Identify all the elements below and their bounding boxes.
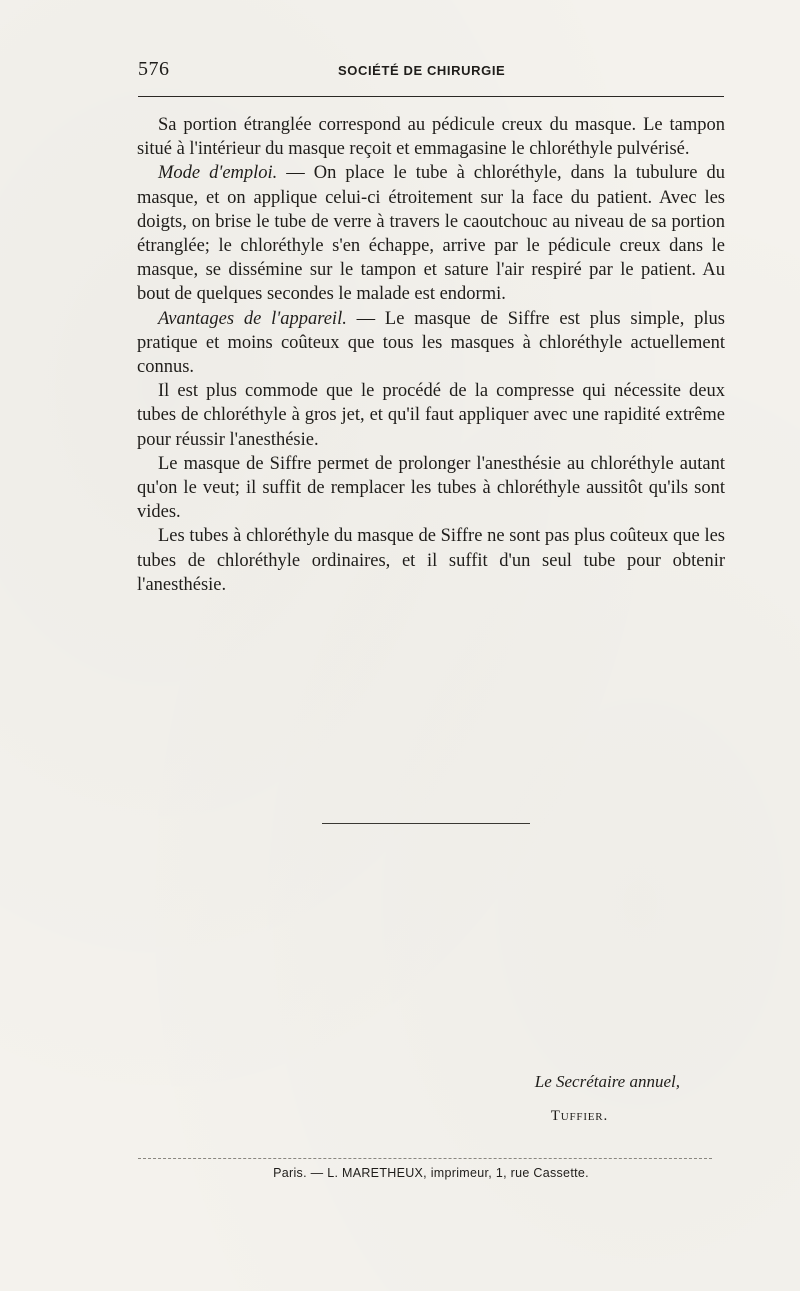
paragraph [137, 161, 725, 306]
paragraph-text: — On place le tube à chloréthyle, dans la tubulure du masque, et on applique celui-ci étroitement sur la face du patient. Avec les doigts, on brise le tube de verre à travers le caoutchouc au niveau de sa portion étranglée; le chloréthyle s'en échappe, arrive par le pédicule creux dans le masque, se dissémine sur le tampon et sature l'air respiré par le patient. Au bout de quelques secondes le malade est endormi. [137, 163, 725, 305]
paragraph-lead: Avantages de l'appareil. [158, 308, 347, 329]
paragraph [137, 452, 725, 525]
paragraph-text: Le masque de Siffre permet de prolonger l'anesthésie au chloréthyle autant qu'on le veut; il suffit de remplacer les tubes à chloréthyle aussitôt qu'ils sont vides. [137, 453, 725, 523]
paragraph [137, 379, 725, 452]
section-end-rule [322, 823, 530, 824]
imprint-rule [138, 1158, 712, 1159]
paragraph [137, 113, 725, 161]
paragraph-text: — Le masque de Siffre est plus simple, plus pratique et moins coûteux que tous les masques à chloréthyle actuellement connus. [137, 308, 725, 378]
signature-name: Tuffier. [550, 1108, 608, 1124]
paragraph-text: Les tubes à chloréthyle du masque de Siffre ne sont pas plus coûteux que les tubes de chloréthyle ordinaires, et il suffit d'un seul tube pour obtenir l'anesthésie. [137, 526, 725, 595]
page-number: 576 [138, 58, 170, 80]
paragraph-text: Sa portion étranglée correspond au pédicule creux du masque. Le tampon situé à l'intérieur du masque reçoit et emmagasine le chloréthyle pulvérisé. [137, 115, 725, 160]
body-text [137, 113, 725, 597]
running-head [138, 58, 724, 82]
paragraph [137, 307, 725, 380]
paragraph-text: Il est plus commode que le procédé de la compresse qui nécessite deux tubes de chloréthyle à gros jet, et qu'il faut appliquer avec une rapidité extrême pour réussir l'anesthésie. [137, 381, 725, 450]
running-title: SOCIÉTÉ DE CHIRURGIE [338, 63, 506, 78]
paragraph-lead: Mode d'emploi. [158, 163, 278, 184]
signature-block [380, 1072, 680, 1125]
printer-imprint: Paris. — L. MARETHEUX, imprimeur, 1, rue Cassette. [273, 1166, 589, 1180]
header-rule [138, 96, 724, 97]
signature-title: Le Secrétaire annuel, [534, 1072, 680, 1091]
paragraph [137, 524, 725, 597]
